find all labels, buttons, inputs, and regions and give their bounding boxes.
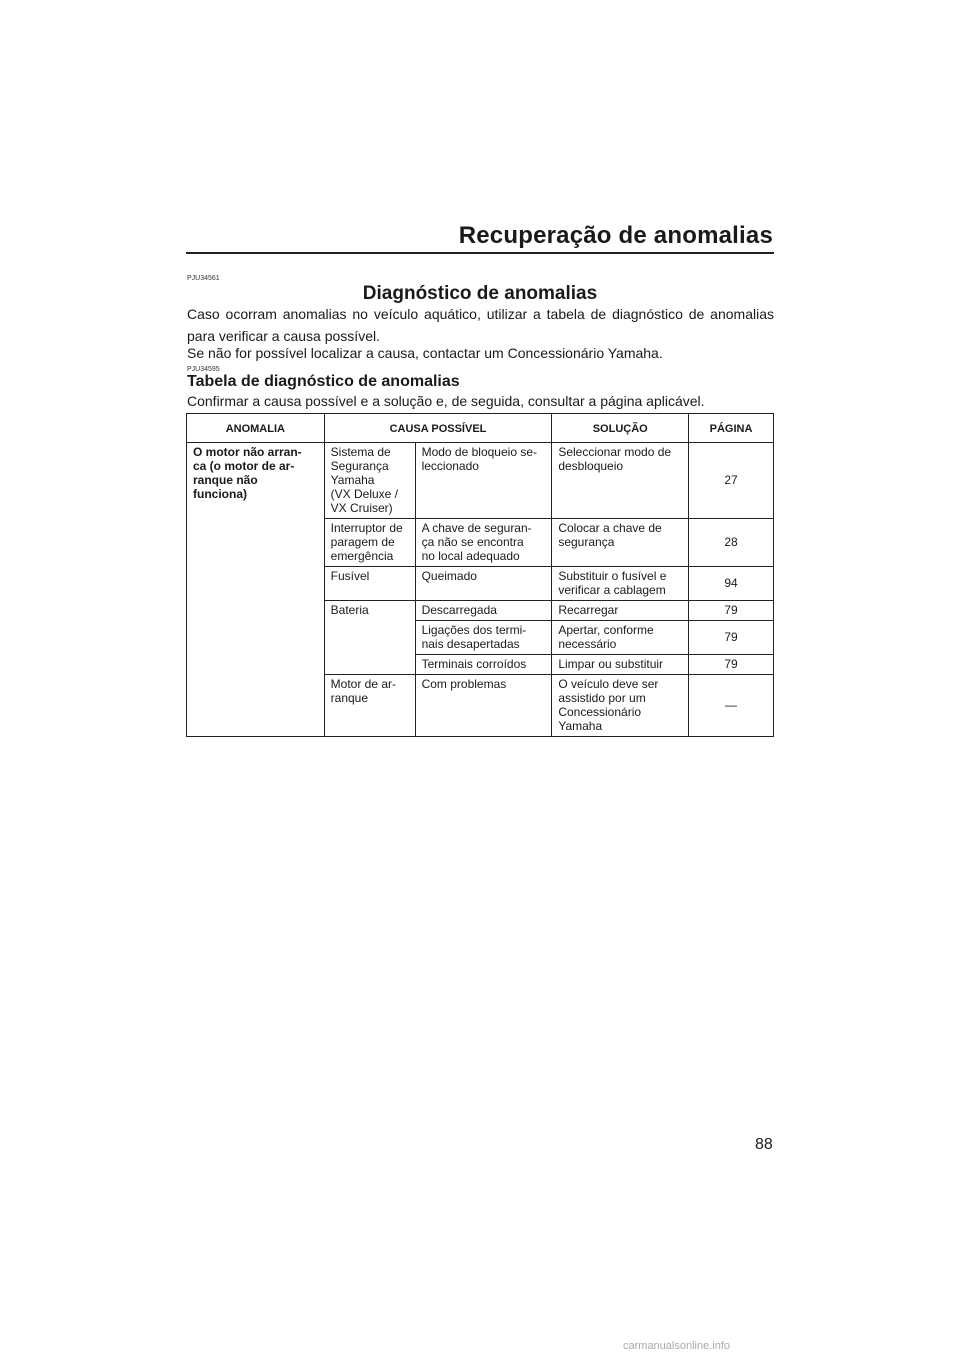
- troubleshooting-table: [186, 413, 774, 737]
- solution-cell: [552, 567, 689, 601]
- cause-detail-text: Queimado: [421, 569, 477, 583]
- page-cell: 79: [689, 621, 774, 655]
- cause-detail-cell: [415, 601, 552, 621]
- cause-detail-cell: [415, 621, 552, 655]
- solution-text: Substituir o fusível e verificar a cablagem: [558, 569, 667, 597]
- subsection-title: Tabela de diagnóstico de anomalias: [187, 373, 460, 390]
- cause-detail-cell: [415, 655, 552, 675]
- solution-cell: [552, 601, 689, 621]
- table-header-row: [187, 414, 774, 443]
- cause-cell: [324, 443, 415, 519]
- cause-detail-cell: [415, 443, 552, 519]
- watermark: carmanualsonline.info: [623, 1340, 731, 1352]
- solution-text: Recarregar: [558, 603, 619, 617]
- solution-text: Apertar, conforme necessário: [558, 623, 654, 651]
- dealer-paragraph: Se não for possível localizar a causa, contactar um Concessionário Yamaha.: [187, 345, 663, 361]
- page-cell: 94: [689, 567, 774, 601]
- cause-cell: [324, 675, 415, 737]
- cause-cell: [324, 567, 415, 601]
- cause-detail-text: Ligações dos termi- nais desapertadas: [421, 623, 527, 651]
- page-cell: 79: [689, 601, 774, 621]
- cause-detail-text: Descarregada: [421, 603, 497, 617]
- solution-cell: [552, 621, 689, 655]
- cause-cell: [324, 519, 415, 567]
- table-intro-paragraph: Confirmar a causa possível e a solução e, de seguida, consultar a página aplicável.: [187, 393, 705, 409]
- page-header-title: Recuperação de anomalias: [458, 222, 773, 249]
- intro-paragraph: Caso ocorram anomalias no veículo aquático, utilizar a tabela de diagnóstico de anomalias para verificar a causa possível.: [187, 306, 774, 344]
- table-row: [187, 443, 774, 519]
- solution-cell: [552, 675, 689, 737]
- anomaly-text: O motor não arran- ca (o motor de ar- ranque não funciona): [193, 445, 302, 501]
- page-cell: 27: [689, 443, 774, 519]
- cause-detail-text: Modo de bloqueio se- leccionado: [421, 445, 537, 473]
- subsection-code: PJU34595: [187, 366, 220, 373]
- solution-text: O veículo deve ser assistido por um Concessionário Yamaha: [558, 677, 659, 733]
- cause-text: Sistema de Segurança Yamaha (VX Deluxe / VX Cruiser): [330, 445, 399, 515]
- section-title: Diagnóstico de anomalias: [362, 283, 598, 304]
- cause-detail-cell: [415, 519, 552, 567]
- page-cell: —: [689, 675, 774, 737]
- solution-text: Limpar ou substituir: [558, 657, 664, 671]
- anomaly-cell: [187, 443, 325, 737]
- cause-text: Bateria: [330, 603, 369, 617]
- page-cell: 28: [689, 519, 774, 567]
- header-solucao: SOLUÇÃO: [552, 414, 689, 443]
- section-code: PJU34561: [187, 275, 220, 282]
- solution-cell: [552, 655, 689, 675]
- cause-detail-text: Com problemas: [421, 677, 507, 691]
- cause-text: Interruptor de paragem de emergência: [330, 521, 403, 563]
- solution-text: Colocar a chave de segurança: [558, 521, 662, 549]
- header-causa: CAUSA POSSÍVEL: [324, 414, 552, 443]
- page-number: 88: [755, 1136, 773, 1153]
- cause-text: Fusível: [330, 569, 370, 583]
- cause-text: Motor de ar- ranque: [330, 677, 397, 705]
- header-anomalia: ANOMALIA: [187, 414, 325, 443]
- solution-text: Seleccionar modo de desbloqueio: [558, 445, 672, 473]
- page-cell: 79: [689, 655, 774, 675]
- cause-detail-text: A chave de seguran- ça não se encontra no local adequado: [421, 521, 532, 563]
- cause-detail-cell: [415, 675, 552, 737]
- header-divider: [186, 252, 774, 254]
- cause-detail-text: Terminais corroídos: [421, 657, 527, 671]
- solution-cell: [552, 443, 689, 519]
- header-pagina: PÁGINA: [689, 414, 774, 443]
- solution-cell: [552, 519, 689, 567]
- cause-cell: [324, 601, 415, 675]
- cause-detail-cell: [415, 567, 552, 601]
